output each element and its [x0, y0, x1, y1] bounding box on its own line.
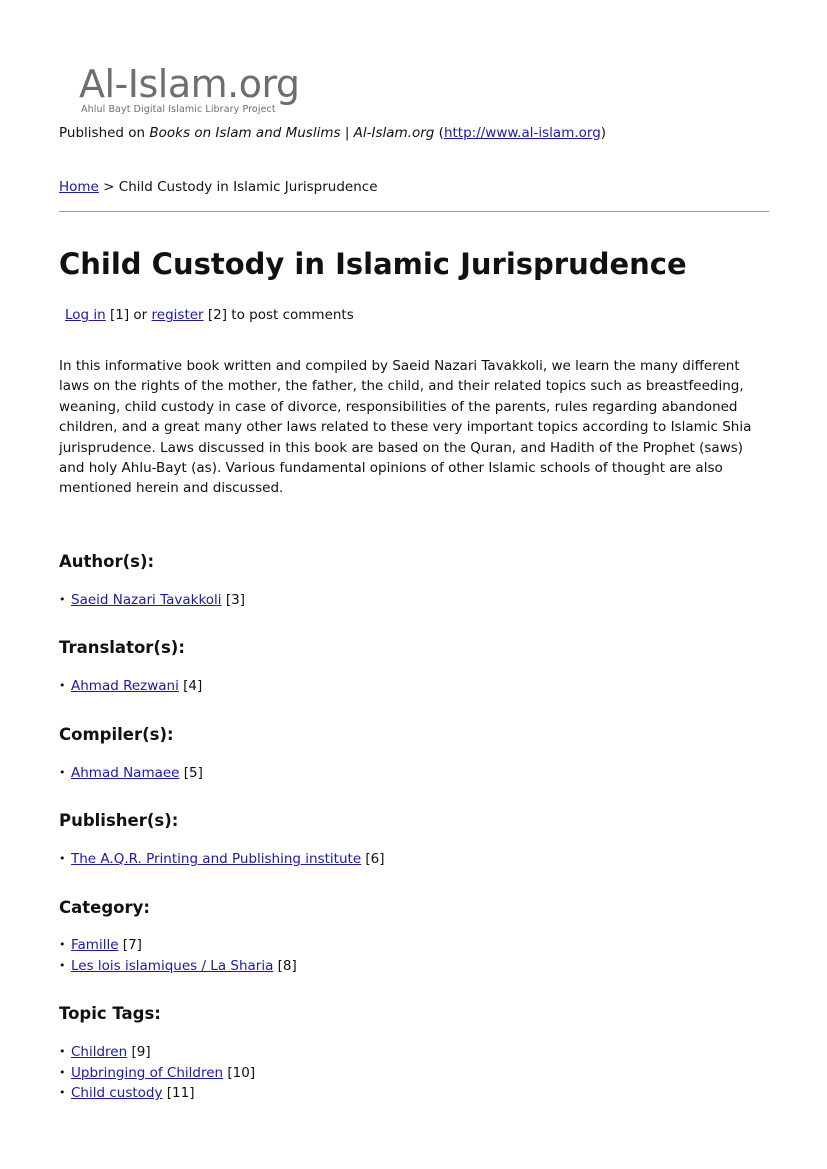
- item-ref: [8]: [273, 957, 297, 974]
- page-title: Child Custody in Islamic Jurisprudence: [59, 247, 687, 281]
- list-item: [59, 956, 297, 977]
- breadcrumb: [59, 179, 378, 195]
- published-open: (: [434, 125, 444, 141]
- section-heading-topic-tags: Topic Tags:: [59, 1004, 161, 1023]
- register-ref: [2] to post comments: [203, 307, 354, 323]
- author-link[interactable]: Saeid Nazari Tavakkoli: [71, 592, 222, 608]
- published-line: [59, 125, 606, 141]
- topic-tags-list: [59, 1042, 255, 1104]
- published-prefix: Published on: [59, 125, 150, 141]
- list-item: [59, 1063, 255, 1084]
- item-ref: [11]: [162, 1085, 195, 1101]
- login-ref: [1] or: [105, 307, 152, 323]
- item-ref: [3]: [221, 592, 245, 608]
- tag-link[interactable]: Child custody: [71, 1085, 163, 1101]
- header-divider: [59, 211, 769, 212]
- publishers-list: [59, 849, 385, 870]
- list-item: [59, 763, 203, 784]
- category-link[interactable]: Les lois islamiques / La Sharia: [71, 957, 274, 974]
- register-link[interactable]: register: [151, 307, 204, 323]
- logo-wordmark: Al-Islam.org: [79, 62, 300, 106]
- tag-link[interactable]: Upbringing of Children: [71, 1064, 224, 1081]
- published-site: Books on Islam and Muslims | Al-Islam.org: [149, 125, 435, 141]
- publisher-link[interactable]: The A.Q.R. Printing and Publishing institute: [71, 851, 362, 867]
- translators-list: [59, 676, 202, 697]
- category-link[interactable]: Famille: [71, 937, 119, 953]
- section-heading-compilers: Compiler(s):: [59, 725, 174, 744]
- breadcrumb-current: Child Custody in Islamic Jurisprudence: [118, 179, 378, 195]
- tag-link[interactable]: Children: [71, 1044, 128, 1060]
- item-ref: [10]: [223, 1064, 256, 1081]
- login-link[interactable]: Log in: [65, 307, 106, 323]
- breadcrumb-separator: >: [98, 179, 119, 195]
- category-list: [59, 935, 297, 976]
- logo-subtitle: Ahlul Bayt Digital Islamic Library Project: [81, 104, 276, 115]
- item-ref: [6]: [361, 851, 385, 867]
- list-item: [59, 676, 202, 697]
- list-item: [59, 1083, 255, 1104]
- compilers-list: [59, 763, 203, 784]
- section-heading-translators: Translator(s):: [59, 638, 185, 657]
- section-heading-publishers: Publisher(s):: [59, 811, 179, 830]
- item-ref: [4]: [178, 678, 203, 694]
- book-description: In this informative book written and compiled by Saeid Nazari Tavakkoli, we learn the many different laws on the rights of the mother, the father, the child, and their related topics such as breastfeeding, weaning, child custody in case of divorce, responsibilities of the parents, rules regarding abandoned children, and a great many other laws related to these very important topics according to Islamic Shia jurisprudence. Laws discussed in this book are based on the Quran, and Hadith of the Prophet (saws) and holy Ahlu-Bayt (as). Various fundamental opinions of other Islamic schools of thought are also mentioned herein and discussed.: [59, 358, 752, 497]
- section-heading-category: Category:: [59, 898, 150, 917]
- list-item: [59, 1042, 255, 1063]
- list-item: [59, 849, 385, 870]
- translator-link[interactable]: Ahmad Rezwani: [71, 678, 179, 694]
- authors-list: [59, 590, 245, 611]
- compiler-link[interactable]: Ahmad Namaee: [71, 765, 180, 781]
- list-item: [59, 590, 245, 611]
- item-ref: [7]: [118, 937, 142, 953]
- item-ref: [5]: [179, 765, 203, 781]
- site-url-link[interactable]: http://www.al-islam.org: [443, 125, 601, 141]
- published-close: ): [600, 125, 607, 141]
- item-ref: [9]: [127, 1044, 151, 1060]
- section-heading-authors: Author(s):: [59, 552, 155, 571]
- breadcrumb-home-link[interactable]: Home: [59, 179, 99, 195]
- comments-prompt: [65, 307, 354, 323]
- site-logo[interactable]: [79, 64, 329, 120]
- list-item: [59, 935, 297, 956]
